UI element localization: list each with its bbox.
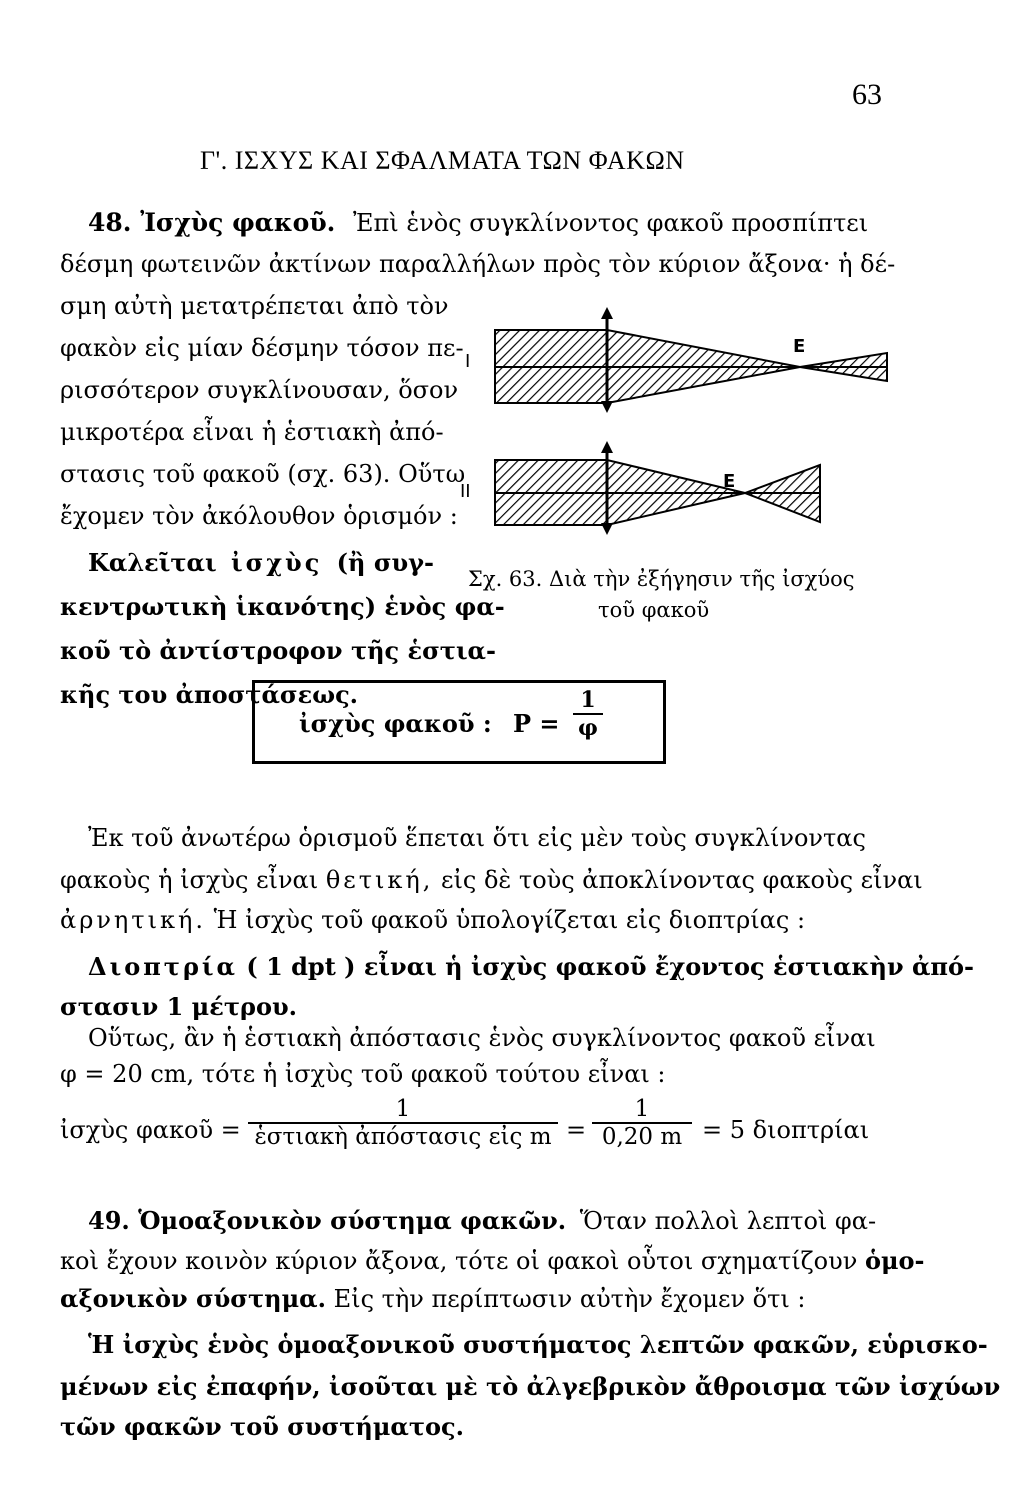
example-fraction-1-den: ἑστιακὴ ἀπόστασις εἰς m xyxy=(254,1124,552,1150)
example-fraction-1-num: 1 xyxy=(395,1096,411,1122)
diopter-def-rest: ( 1 dpt ) εἶναι ἡ ἰσχὺς φακοῦ ἔχοντος ἑστιακὴν ἀπό- xyxy=(246,952,974,981)
example-fraction-2-num: 1 xyxy=(634,1096,650,1122)
diopter-def-line-1 xyxy=(88,952,974,981)
example-line-2: φ = 20 cm, τότε ἡ ἰσχὺς τοῦ φακοῦ τούτου εἶναι : xyxy=(60,1060,666,1088)
lens-diagram xyxy=(455,305,895,555)
section-48-heading: 48. Ἰσχὺς φακοῦ. xyxy=(88,208,336,237)
formula-lhs: P = xyxy=(513,709,560,738)
rule-line-2: μένων εἰς ἐπαφήν, ἰσοῦται μὲ τὸ ἀλγεβρικὸν ἄθροισμα τῶν ἰσχύων xyxy=(60,1372,1001,1401)
section-49-term: αξονικὸν σύστημα. xyxy=(60,1284,326,1313)
definition-paren: (ἢ συγ- xyxy=(336,548,434,577)
paragraph2-negative: ἀρνητική. xyxy=(60,906,206,934)
paragraph2-line-2 xyxy=(60,866,923,894)
section-49-heading: 49. Ὁμοαξονικὸν σύστημα φακῶν. xyxy=(88,1206,567,1235)
paragraph2-line-2c: εἰς δὲ τοὺς ἀποκλίνοντας φακοὺς εἶναι xyxy=(441,866,923,894)
rule-line-3: τῶν φακῶν τοῦ συστήματος. xyxy=(60,1412,465,1441)
rule-line-1: Ἡ ἰσχὺς ἑνὸς ὁμοαξονικοῦ συστήματος λεπτῶν φακῶν, εὑρισκο- xyxy=(88,1330,988,1359)
example-fraction-2 xyxy=(592,1096,692,1150)
section-48-line-6: μικροτέρα εἶναι ἡ ἑστιακὴ ἀπό- xyxy=(60,418,444,446)
section-48-line-5: ρισσότερον συγκλίνουσαν, ὅσον xyxy=(60,376,459,404)
figure-caption-line-2: τοῦ φακοῦ xyxy=(598,598,710,622)
diopter-def-line-2: στασιν 1 μέτρου. xyxy=(60,992,297,1021)
definition-term: ἰσχὺς xyxy=(230,548,323,577)
section-49-line-3 xyxy=(60,1284,806,1313)
diagram-ii xyxy=(460,441,820,535)
figure-focus-label-i: E xyxy=(793,336,806,357)
chapter-title: Γ'. ΙΣΧΥΣ ΚΑΙ ΣΦΑΛΜΑΤΑ ΤΩΝ ΦΑΚΩΝ xyxy=(200,146,685,175)
example-equals: = xyxy=(566,1116,587,1144)
paragraph2-line-3 xyxy=(60,906,805,934)
definition-kaleitai: Καλεῖται xyxy=(88,548,217,577)
paragraph2-line-3b: Ἡ ἰσχὺς τοῦ φακοῦ ὑπολογίζεται εἰς διοπτρίας : xyxy=(213,906,806,934)
formula-label: ἰσχὺς φακοῦ : xyxy=(299,709,492,738)
section-49-line-2 xyxy=(60,1246,924,1275)
figure-label-ii: II xyxy=(460,481,471,502)
section-49-line-2a: κοὶ ἔχουν κοινὸν κύριον ἄξονα, τότε οἱ φακοὶ οὗτοι σχηματίζουν xyxy=(60,1247,858,1275)
example-fraction-2-den: 0,20 m xyxy=(601,1124,683,1150)
definition-line-4: κῆς του ἀποστάσεως. xyxy=(60,680,359,709)
example-result: = 5 διοπτρίαι xyxy=(702,1116,870,1144)
example-fraction-1 xyxy=(248,1096,558,1150)
formula-box xyxy=(252,680,666,764)
definition-line-1 xyxy=(88,548,434,577)
formula-denominator: φ xyxy=(578,715,598,741)
section-48-line-2: δέσμη φωτεινῶν ἀκτίνων παραλλήλων πρὸς τὸν κύριον ἄξονα· ἡ δέ- xyxy=(60,250,896,278)
figure-caption-line-1: Σχ. 63. Διὰ τὴν ἐξήγησιν τῆς ἰσχύος xyxy=(468,567,855,591)
section-49-line-1 xyxy=(88,1206,876,1235)
formula-numerator: 1 xyxy=(580,687,596,713)
section-48-text: Ἐπὶ ἑνὸς συγκλίνοντος φακοῦ προσπίπτει xyxy=(353,209,869,237)
section-48-line-4: φακὸν εἰς μίαν δέσμην τόσον πε- xyxy=(60,334,464,362)
diopter-term: Διοπτρία xyxy=(88,952,238,981)
paragraph2-positive: θετική, xyxy=(325,866,434,894)
diagram-i xyxy=(465,307,887,413)
definition-line-3: κοῦ τὸ ἀντίστροφον τῆς ἑστια- xyxy=(60,636,496,665)
section-49-line-1-rest: Ὅταν πολλοὶ λεπτοὶ φα- xyxy=(579,1207,877,1235)
formula-fraction xyxy=(573,687,603,741)
section-48-line-8: ἔχομεν τὸν ἀκόλουθον ὁρισμόν : xyxy=(60,502,458,530)
page-number: 63 xyxy=(852,78,882,111)
definition-line-2: κεντρωτικὴ ἱκανότης) ἑνὸς φα- xyxy=(60,592,505,621)
example-equation-label: ἰσχὺς φακοῦ = xyxy=(60,1116,241,1144)
paragraph2-line-2a: φακοὺς ἡ ἰσχὺς εἶναι xyxy=(60,866,319,894)
example-line-1: Οὕτως, ἂν ἡ ἑστιακὴ ἀπόστασις ἑνὸς συγκλίνοντος φακοῦ εἶναι xyxy=(88,1024,876,1052)
section-48-line-1 xyxy=(88,208,868,237)
section-49-line-2b: ὁμο- xyxy=(864,1246,925,1275)
section-48-line-3: σμη αὐτὴ μετατρέπεται ἀπὸ τὸν xyxy=(60,292,449,320)
figure-focus-label-ii: E xyxy=(723,471,736,492)
paragraph2-line-1: Ἐκ τοῦ ἀνωτέρω ὁρισμοῦ ἕπεται ὅτι εἰς μὲν τοὺς συγκλίνοντας xyxy=(88,824,866,852)
figure-label-i: I xyxy=(465,351,471,372)
section-48-line-7: στασις τοῦ φακοῦ (σχ. 63). Οὕτω xyxy=(60,460,466,488)
section-49-line-3b: Εἰς τὴν περίπτωσιν αὐτὴν ἔχομεν ὅτι : xyxy=(333,1285,806,1313)
